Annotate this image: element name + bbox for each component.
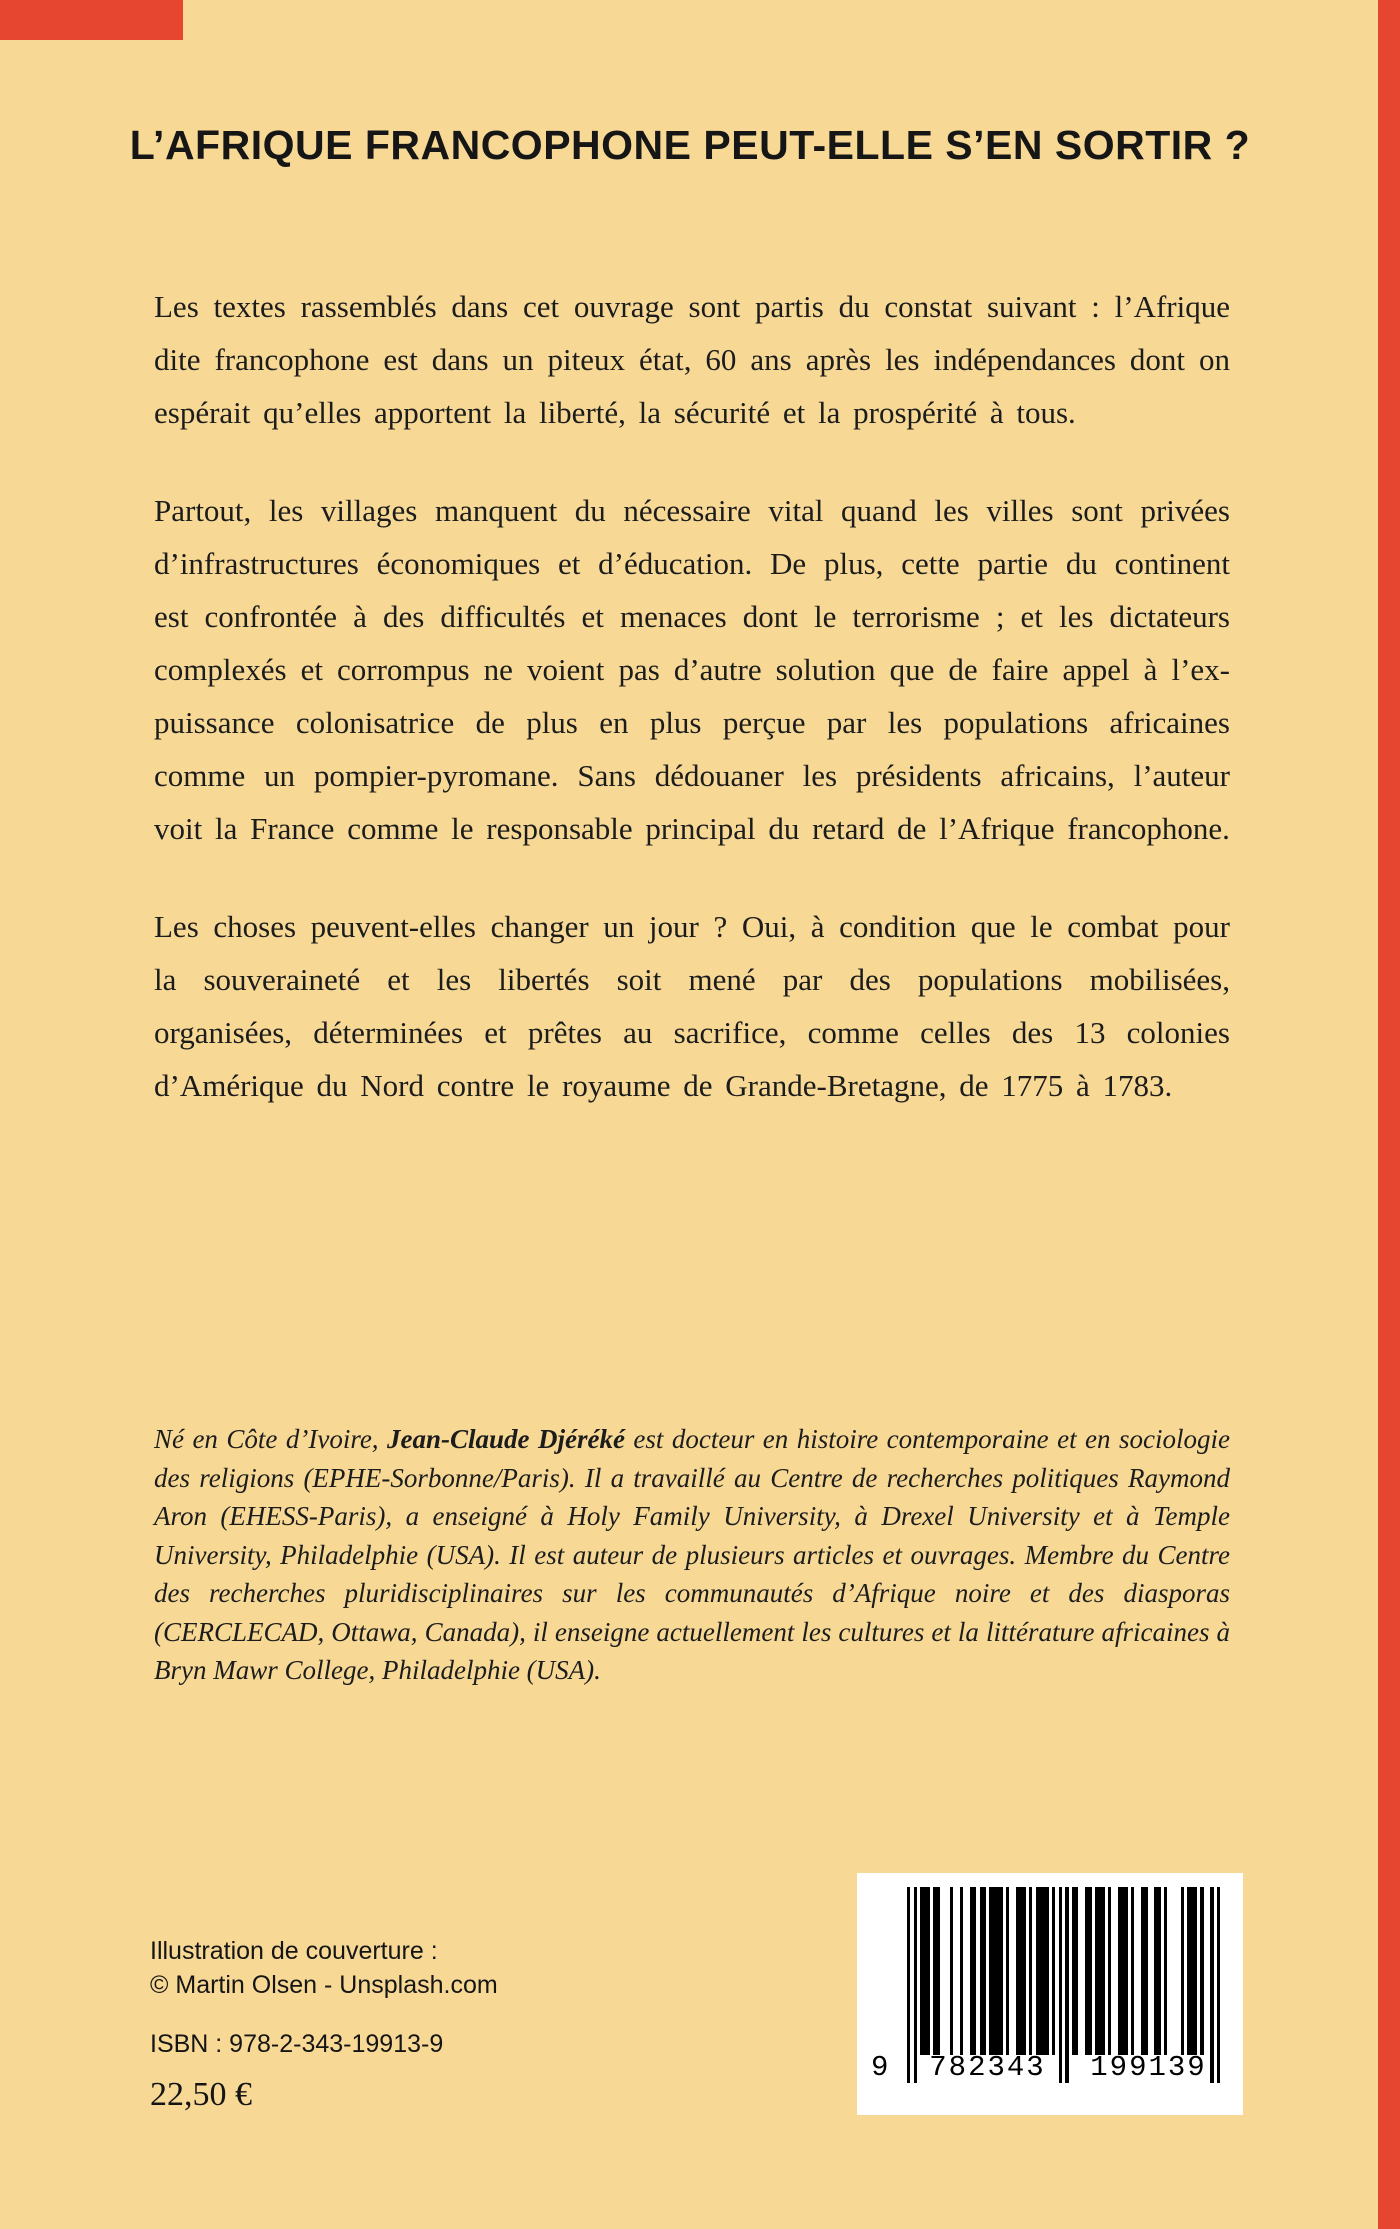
illustration-credit: © Martin Olsen - Unsplash.com xyxy=(150,1971,498,1999)
red-edge-strip xyxy=(1378,0,1400,2229)
synopsis-paragraph-1: Les textes rassemblés dans cet ouvrage sont partis du constat suivant : l’Afrique dite francophone est dans un piteux état, 60 ans après les indépendances dont on espérait qu’elles apportent la liberté, la sécurité et la prospérité à tous. xyxy=(154,289,1230,430)
author-bio xyxy=(154,1420,1230,1690)
page-title: L’AFRIQUE FRANCOPHONE PEUT-ELLE S’EN SORTIR ? xyxy=(129,122,1251,168)
red-corner-mark xyxy=(0,0,183,40)
illustration-label: Illustration de couverture : xyxy=(150,1937,438,1965)
illustration-credit-block xyxy=(150,1934,498,2002)
price: 22,50 € xyxy=(150,2076,252,2113)
author-name: Jean-Claude Djéréké xyxy=(387,1424,625,1454)
bio-prefix: Né en Côte d’Ivoire, xyxy=(154,1424,388,1454)
barcode-digit-group: 9 xyxy=(871,2051,889,2084)
synopsis xyxy=(154,280,1230,1157)
isbn: ISBN : 978-2-343-19913-9 xyxy=(150,2030,444,2058)
barcode-digit-group: 199139 xyxy=(1090,2051,1207,2084)
synopsis-paragraph-2: Partout, les villages manquent du nécessaire vital quand les villes sont privées d’infrastructures économiques et d’éducation. De plus, cette partie du continent est confrontée à des difficultés et menaces dont le terrorisme ; et les dictateurs complexés et corrompus ne voient pas d’autre solution que de faire appel à l’ex-puissance colonisatrice de plus en plus perçue par les populations africaines comme un pompier-pyromane. Sans dédouaner les présidents africains, l’auteur voit la France comme le responsable principal du retard de l’Afrique francophone. xyxy=(154,493,1230,846)
synopsis-paragraph-3: Les choses peuvent-elles changer un jour ? Oui, à condition que le combat pour la souveraineté et les libertés soit mené par des populations mobilisées, organisées, déterminées et prêtes au sacrifice, comme celles des 13 colonies d’Amérique du Nord contre le royaume de Grande-Bretagne, de 1775 à 1783. xyxy=(154,909,1230,1103)
barcode-digit-group: 782343 xyxy=(929,2051,1046,2084)
bio-rest: est docteur en histoire contemporaine et en sociologie des religions (EPHE-Sorbonne/Paris). Il a travaillé au Centre de recherches politiques Raymond Aron (EHESS-Paris), a enseigné à Holy Family University, à Drexel University et à Temple University, Philadelphie (USA). Il est auteur de plusieurs articles et ouvrages. Membre du Centre des recherches pluridisciplinaires sur les communautés d’Afrique noire et des diasporas (CERCLECAD, Ottawa, Canada), il enseigne actuellement les cultures et la littérature africaines à Bryn Mawr College, Philadelphie (USA). xyxy=(154,1424,1230,1685)
barcode xyxy=(857,1873,1243,2115)
barcode-digits xyxy=(871,2051,1229,2084)
